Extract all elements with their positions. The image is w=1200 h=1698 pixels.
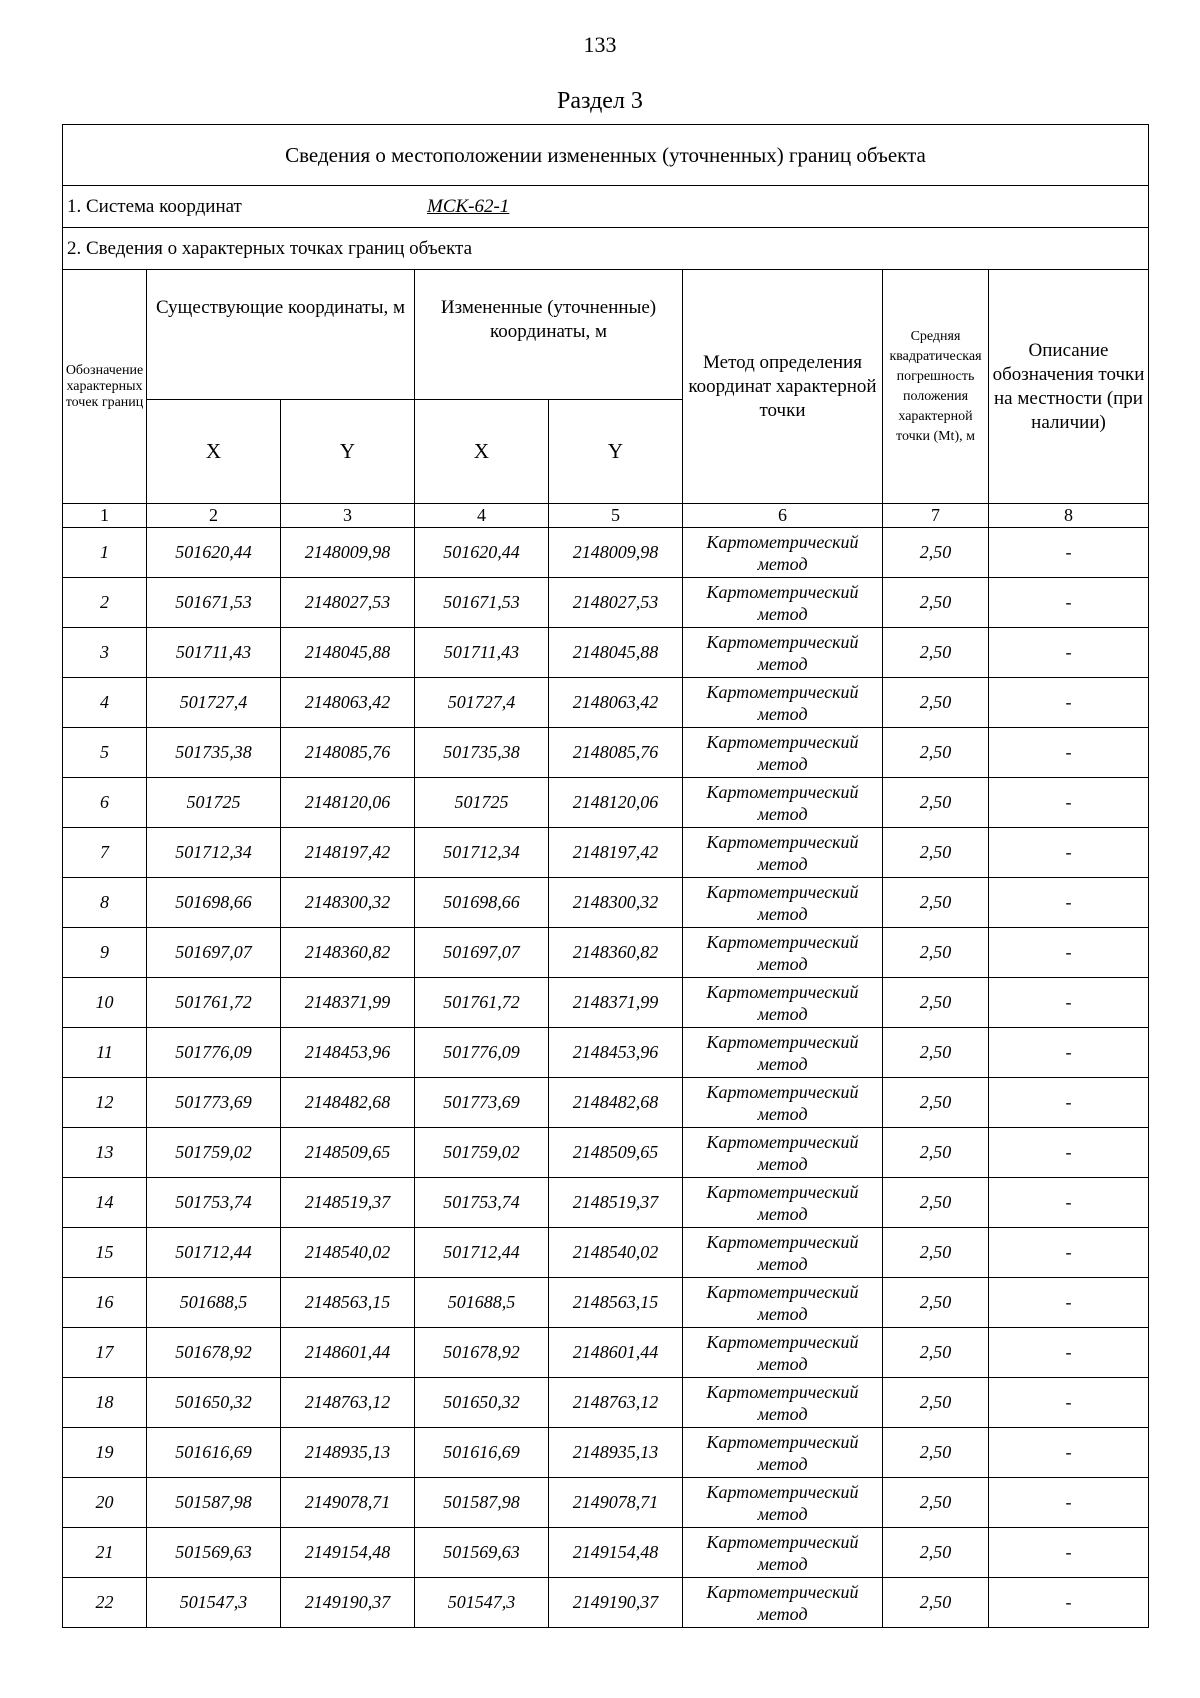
- error-value-cell: 2,50: [883, 578, 989, 628]
- changed-y-cell: 2148763,12: [549, 1378, 683, 1428]
- method-line-2: метод: [757, 1003, 808, 1024]
- existing-y-cell: 2148935,13: [281, 1428, 415, 1478]
- method-cell: [683, 828, 883, 878]
- description-cell: -: [989, 1528, 1149, 1578]
- header-method: Метод определения координат характерной точки: [683, 270, 883, 504]
- method-cell: [683, 1428, 883, 1478]
- changed-x-cell: 501697,07: [415, 928, 549, 978]
- point-number-cell: 18: [63, 1378, 147, 1428]
- method-cell: [683, 528, 883, 578]
- description-cell: -: [989, 878, 1149, 928]
- error-value-cell: 2,50: [883, 1178, 989, 1228]
- table-row: [63, 1478, 1149, 1528]
- existing-x-cell: 501587,98: [147, 1478, 281, 1528]
- existing-x-cell: 501753,74: [147, 1178, 281, 1228]
- header-existing-x: X: [147, 400, 281, 504]
- table-row: [63, 1228, 1149, 1278]
- error-value-cell: 2,50: [883, 628, 989, 678]
- error-value-cell: 2,50: [883, 1578, 989, 1628]
- method-line-1: Картометрический: [706, 1531, 859, 1552]
- method-line-2: метод: [757, 1553, 808, 1574]
- column-number: 1: [63, 504, 147, 528]
- point-number-cell: 21: [63, 1528, 147, 1578]
- header-description: Описание обозначения точки на местности (при наличии): [989, 270, 1149, 504]
- description-cell: -: [989, 1278, 1149, 1328]
- method-cell: [683, 778, 883, 828]
- method-cell: [683, 1028, 883, 1078]
- description-cell: -: [989, 678, 1149, 728]
- existing-y-cell: 2148197,42: [281, 828, 415, 878]
- table-row: [63, 878, 1149, 928]
- error-value-cell: 2,50: [883, 828, 989, 878]
- changed-y-cell: 2148360,82: [549, 928, 683, 978]
- method-line-2: метод: [757, 1203, 808, 1224]
- changed-x-cell: 501727,4: [415, 678, 549, 728]
- changed-x-cell: 501650,32: [415, 1378, 549, 1428]
- error-value-cell: 2,50: [883, 878, 989, 928]
- description-cell: -: [989, 1028, 1149, 1078]
- existing-x-cell: 501759,02: [147, 1128, 281, 1178]
- point-number-cell: 8: [63, 878, 147, 928]
- existing-y-cell: 2148601,44: [281, 1328, 415, 1378]
- point-number-cell: 10: [63, 978, 147, 1028]
- existing-x-cell: 501735,38: [147, 728, 281, 778]
- existing-y-cell: 2148085,76: [281, 728, 415, 778]
- column-number: 2: [147, 504, 281, 528]
- changed-y-cell: 2148540,02: [549, 1228, 683, 1278]
- changed-y-cell: 2148509,65: [549, 1128, 683, 1178]
- point-number-cell: 14: [63, 1178, 147, 1228]
- changed-x-cell: 501671,53: [415, 578, 549, 628]
- method-line-1: Картометрический: [706, 1231, 859, 1252]
- changed-x-cell: 501759,02: [415, 1128, 549, 1178]
- point-number-cell: 15: [63, 1228, 147, 1278]
- error-value-cell: 2,50: [883, 1478, 989, 1528]
- method-line-2: метод: [757, 653, 808, 674]
- description-cell: -: [989, 1328, 1149, 1378]
- method-line-1: Картометрический: [706, 1181, 859, 1202]
- coord-system-label: 1. Система координат: [67, 195, 242, 217]
- method-cell: [683, 1128, 883, 1178]
- method-cell: [683, 628, 883, 678]
- boundary-points-table: [62, 124, 1149, 1628]
- error-value-cell: 2,50: [883, 1228, 989, 1278]
- table-row: [63, 528, 1149, 578]
- table-row: [63, 1378, 1149, 1428]
- description-cell: -: [989, 1428, 1149, 1478]
- description-cell: -: [989, 1078, 1149, 1128]
- changed-y-cell: 2149078,71: [549, 1478, 683, 1528]
- existing-y-cell: 2148371,99: [281, 978, 415, 1028]
- existing-x-cell: 501712,34: [147, 828, 281, 878]
- existing-x-cell: 501569,63: [147, 1528, 281, 1578]
- header-existing-y: Y: [281, 400, 415, 504]
- error-value-cell: 2,50: [883, 678, 989, 728]
- method-cell: [683, 928, 883, 978]
- description-cell: -: [989, 1228, 1149, 1278]
- existing-x-cell: 501697,07: [147, 928, 281, 978]
- existing-x-cell: 501698,66: [147, 878, 281, 928]
- method-cell: [683, 1228, 883, 1278]
- point-number-cell: 9: [63, 928, 147, 978]
- method-cell: [683, 1178, 883, 1228]
- point-number-cell: 17: [63, 1328, 147, 1378]
- changed-x-cell: 501753,74: [415, 1178, 549, 1228]
- existing-x-cell: 501547,3: [147, 1578, 281, 1628]
- description-cell: -: [989, 928, 1149, 978]
- table-row: [63, 1528, 1149, 1578]
- description-cell: -: [989, 978, 1149, 1028]
- existing-y-cell: 2148763,12: [281, 1378, 415, 1428]
- changed-x-cell: 501569,63: [415, 1528, 549, 1578]
- header-existing-coords: Существующие координаты, м: [147, 270, 415, 400]
- existing-x-cell: 501678,92: [147, 1328, 281, 1378]
- error-value-cell: 2,50: [883, 778, 989, 828]
- existing-y-cell: 2148563,15: [281, 1278, 415, 1328]
- existing-y-cell: 2148045,88: [281, 628, 415, 678]
- method-line-2: метод: [757, 1403, 808, 1424]
- table-row: [63, 728, 1149, 778]
- point-number-cell: 2: [63, 578, 147, 628]
- point-number-cell: 11: [63, 1028, 147, 1078]
- existing-y-cell: 2148519,37: [281, 1178, 415, 1228]
- existing-y-cell: 2148009,98: [281, 528, 415, 578]
- table-title: Сведения о местоположении измененных (уточненных) границ объекта: [63, 125, 1149, 186]
- changed-y-cell: 2148371,99: [549, 978, 683, 1028]
- description-cell: -: [989, 1378, 1149, 1428]
- changed-y-cell: 2148935,13: [549, 1428, 683, 1478]
- changed-x-cell: 501688,5: [415, 1278, 549, 1328]
- method-line-1: Картометрический: [706, 1581, 859, 1602]
- table-row: [63, 1428, 1149, 1478]
- changed-y-cell: 2148300,32: [549, 878, 683, 928]
- changed-y-cell: 2148453,96: [549, 1028, 683, 1078]
- changed-x-cell: 501773,69: [415, 1078, 549, 1128]
- table-row: [63, 1278, 1149, 1328]
- point-number-cell: 20: [63, 1478, 147, 1528]
- changed-y-cell: 2148563,15: [549, 1278, 683, 1328]
- point-number-cell: 7: [63, 828, 147, 878]
- changed-x-cell: 501698,66: [415, 878, 549, 928]
- method-line-1: Картометрический: [706, 931, 859, 952]
- method-line-2: метод: [757, 1603, 808, 1624]
- table-row: [63, 1028, 1149, 1078]
- existing-y-cell: 2148453,96: [281, 1028, 415, 1078]
- description-cell: -: [989, 628, 1149, 678]
- existing-y-cell: 2148300,32: [281, 878, 415, 928]
- point-number-cell: 3: [63, 628, 147, 678]
- table-row: [63, 578, 1149, 628]
- method-line-1: Картометрический: [706, 1481, 859, 1502]
- existing-x-cell: 501711,43: [147, 628, 281, 678]
- error-value-cell: 2,50: [883, 1328, 989, 1378]
- existing-x-cell: 501671,53: [147, 578, 281, 628]
- existing-y-cell: 2148027,53: [281, 578, 415, 628]
- existing-x-cell: 501616,69: [147, 1428, 281, 1478]
- error-value-cell: 2,50: [883, 1428, 989, 1478]
- existing-y-cell: 2149078,71: [281, 1478, 415, 1528]
- error-value-cell: 2,50: [883, 528, 989, 578]
- column-number: 7: [883, 504, 989, 528]
- changed-x-cell: 501711,43: [415, 628, 549, 678]
- error-value-cell: 2,50: [883, 1278, 989, 1328]
- method-line-2: метод: [757, 1353, 808, 1374]
- description-cell: -: [989, 828, 1149, 878]
- description-cell: -: [989, 1178, 1149, 1228]
- column-number: 8: [989, 504, 1149, 528]
- table-row: [63, 828, 1149, 878]
- method-line-2: метод: [757, 753, 808, 774]
- method-line-1: Картометрический: [706, 631, 859, 652]
- changed-y-cell: 2148197,42: [549, 828, 683, 878]
- changed-x-cell: 501587,98: [415, 1478, 549, 1528]
- method-cell: [683, 1528, 883, 1578]
- coord-system-row: [63, 186, 1149, 228]
- error-value-cell: 2,50: [883, 1128, 989, 1178]
- method-line-1: Картометрический: [706, 1131, 859, 1152]
- point-number-cell: 4: [63, 678, 147, 728]
- error-value-cell: 2,50: [883, 1078, 989, 1128]
- existing-y-cell: 2149190,37: [281, 1578, 415, 1628]
- table-row: [63, 778, 1149, 828]
- method-line-1: Картометрический: [706, 1081, 859, 1102]
- changed-y-cell: 2149190,37: [549, 1578, 683, 1628]
- method-line-1: Картометрический: [706, 681, 859, 702]
- method-line-2: метод: [757, 1053, 808, 1074]
- method-cell: [683, 1378, 883, 1428]
- method-line-2: метод: [757, 1253, 808, 1274]
- existing-y-cell: 2148063,42: [281, 678, 415, 728]
- method-line-1: Картометрический: [706, 581, 859, 602]
- table-row: [63, 1078, 1149, 1128]
- method-line-1: Картометрический: [706, 1281, 859, 1302]
- page-number: 133: [583, 32, 617, 57]
- column-number: 4: [415, 504, 549, 528]
- error-value-cell: 2,50: [883, 928, 989, 978]
- method-cell: [683, 728, 883, 778]
- changed-y-cell: 2148601,44: [549, 1328, 683, 1378]
- column-numbers-row: [63, 504, 1149, 528]
- existing-x-cell: 501688,5: [147, 1278, 281, 1328]
- existing-x-cell: 501725: [147, 778, 281, 828]
- existing-y-cell: 2148120,06: [281, 778, 415, 828]
- error-value-cell: 2,50: [883, 1528, 989, 1578]
- method-line-2: метод: [757, 553, 808, 574]
- existing-y-cell: 2148509,65: [281, 1128, 415, 1178]
- description-cell: -: [989, 578, 1149, 628]
- section-title: Раздел 3: [557, 88, 643, 114]
- error-value-cell: 2,50: [883, 1378, 989, 1428]
- column-number: 6: [683, 504, 883, 528]
- description-cell: -: [989, 1578, 1149, 1628]
- changed-y-cell: 2148482,68: [549, 1078, 683, 1128]
- changed-x-cell: 501620,44: [415, 528, 549, 578]
- point-number-cell: 19: [63, 1428, 147, 1478]
- method-line-2: метод: [757, 1503, 808, 1524]
- changed-x-cell: 501616,69: [415, 1428, 549, 1478]
- changed-x-cell: 501712,34: [415, 828, 549, 878]
- existing-y-cell: 2148482,68: [281, 1078, 415, 1128]
- changed-x-cell: 501547,3: [415, 1578, 549, 1628]
- existing-x-cell: 501712,44: [147, 1228, 281, 1278]
- existing-x-cell: 501620,44: [147, 528, 281, 578]
- error-value-cell: 2,50: [883, 1028, 989, 1078]
- changed-x-cell: 501776,09: [415, 1028, 549, 1078]
- existing-x-cell: 501650,32: [147, 1378, 281, 1428]
- method-cell: [683, 1278, 883, 1328]
- error-value-cell: 2,50: [883, 978, 989, 1028]
- point-number-cell: 22: [63, 1578, 147, 1628]
- method-line-2: метод: [757, 1453, 808, 1474]
- method-line-1: Картометрический: [706, 1331, 859, 1352]
- table-row: [63, 1178, 1149, 1228]
- method-cell: [683, 678, 883, 728]
- point-number-cell: 12: [63, 1078, 147, 1128]
- changed-x-cell: 501735,38: [415, 728, 549, 778]
- method-line-1: Картометрический: [706, 881, 859, 902]
- method-line-1: Картометрический: [706, 781, 859, 802]
- coord-system-value: МСК-62-1: [427, 195, 510, 217]
- method-line-1: Картометрический: [706, 831, 859, 852]
- method-cell: [683, 1078, 883, 1128]
- method-line-2: метод: [757, 703, 808, 724]
- method-line-1: Картометрический: [706, 731, 859, 752]
- changed-y-cell: 2148085,76: [549, 728, 683, 778]
- changed-y-cell: 2149154,48: [549, 1528, 683, 1578]
- existing-x-cell: 501776,09: [147, 1028, 281, 1078]
- table-row: [63, 1578, 1149, 1628]
- method-line-2: метод: [757, 853, 808, 874]
- column-number: 3: [281, 504, 415, 528]
- method-cell: [683, 1578, 883, 1628]
- description-cell: -: [989, 1478, 1149, 1528]
- point-number-cell: 1: [63, 528, 147, 578]
- changed-x-cell: 501678,92: [415, 1328, 549, 1378]
- method-line-2: метод: [757, 903, 808, 924]
- changed-y-cell: 2148045,88: [549, 628, 683, 678]
- header-changed-x: X: [415, 400, 549, 504]
- method-cell: [683, 978, 883, 1028]
- method-line-1: Картометрический: [706, 1431, 859, 1452]
- point-number-cell: 6: [63, 778, 147, 828]
- method-cell: [683, 578, 883, 628]
- method-cell: [683, 1478, 883, 1528]
- point-number-cell: 13: [63, 1128, 147, 1178]
- existing-y-cell: 2148540,02: [281, 1228, 415, 1278]
- method-line-1: Картометрический: [706, 1031, 859, 1052]
- method-line-2: метод: [757, 953, 808, 974]
- table-row: [63, 628, 1149, 678]
- changed-x-cell: 501712,44: [415, 1228, 549, 1278]
- header-error: Средняя квадратическая погрешность положения характерной точки (Mt), м: [883, 270, 989, 504]
- changed-x-cell: 501725: [415, 778, 549, 828]
- table-row: [63, 1328, 1149, 1378]
- changed-x-cell: 501761,72: [415, 978, 549, 1028]
- changed-y-cell: 2148027,53: [549, 578, 683, 628]
- column-number: 5: [549, 504, 683, 528]
- method-line-1: Картометрический: [706, 531, 859, 552]
- method-line-1: Картометрический: [706, 981, 859, 1002]
- error-value-cell: 2,50: [883, 728, 989, 778]
- table-row: [63, 678, 1149, 728]
- changed-y-cell: 2148009,98: [549, 528, 683, 578]
- method-line-2: метод: [757, 1103, 808, 1124]
- existing-x-cell: 501727,4: [147, 678, 281, 728]
- method-line-2: метод: [757, 603, 808, 624]
- changed-y-cell: 2148063,42: [549, 678, 683, 728]
- existing-x-cell: 501761,72: [147, 978, 281, 1028]
- header-changed-coords: Измененные (уточненные) координаты, м: [415, 270, 683, 400]
- existing-y-cell: 2149154,48: [281, 1528, 415, 1578]
- table-row: [63, 1128, 1149, 1178]
- point-number-cell: 16: [63, 1278, 147, 1328]
- points-info-label: 2. Сведения о характерных точках границ объекта: [63, 228, 1149, 270]
- header-changed-y: Y: [549, 400, 683, 504]
- existing-x-cell: 501773,69: [147, 1078, 281, 1128]
- method-cell: [683, 1328, 883, 1378]
- table-row: [63, 978, 1149, 1028]
- description-cell: -: [989, 728, 1149, 778]
- changed-y-cell: 2148120,06: [549, 778, 683, 828]
- existing-y-cell: 2148360,82: [281, 928, 415, 978]
- table-row: [63, 928, 1149, 978]
- point-number-cell: 5: [63, 728, 147, 778]
- description-cell: -: [989, 778, 1149, 828]
- method-cell: [683, 878, 883, 928]
- method-line-2: метод: [757, 803, 808, 824]
- method-line-1: Картометрический: [706, 1381, 859, 1402]
- changed-y-cell: 2148519,37: [549, 1178, 683, 1228]
- header-point-designation: Обозначение характерных точек границ: [63, 270, 147, 504]
- method-line-2: метод: [757, 1153, 808, 1174]
- method-line-2: метод: [757, 1303, 808, 1324]
- description-cell: -: [989, 1128, 1149, 1178]
- description-cell: -: [989, 528, 1149, 578]
